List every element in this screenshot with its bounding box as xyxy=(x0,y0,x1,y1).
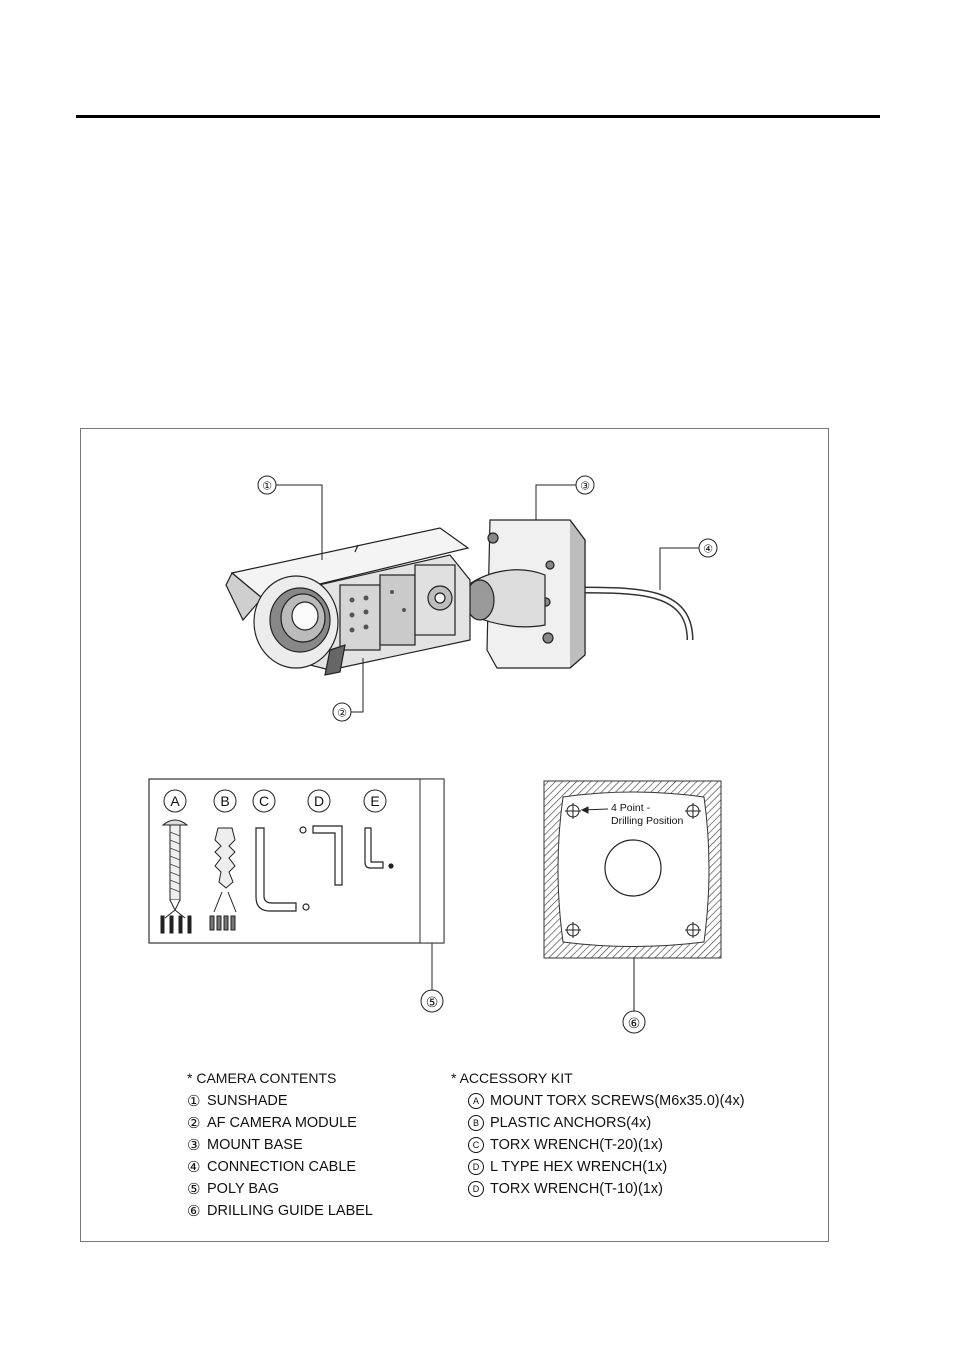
list-item: D L TYPE HEX WRENCH(1x) xyxy=(451,1156,745,1178)
callout-2: ② xyxy=(337,706,347,720)
list-item: ⑤ POLY BAG xyxy=(187,1180,279,1198)
camera-contents-list xyxy=(187,1067,373,1222)
kit-letter-e: E xyxy=(370,793,380,809)
callout-1: ① xyxy=(262,479,272,493)
list-item: ① SUNSHADE xyxy=(187,1092,288,1110)
list-item: D TORX WRENCH(T-10)(1x) xyxy=(451,1178,745,1200)
callout-3: ③ xyxy=(580,479,590,493)
kit-letter-b: B xyxy=(220,793,230,809)
callout-6: ⑥ xyxy=(627,1016,641,1032)
camera-drawing xyxy=(226,520,690,675)
list-item: B PLASTIC ANCHORS(4x) xyxy=(451,1112,745,1134)
accessory-kit-list xyxy=(451,1067,745,1200)
camera-contents-heading: * CAMERA CONTENTS xyxy=(187,1070,337,1086)
kit-letter-d: D xyxy=(313,793,325,809)
accessory-kit-drawing xyxy=(149,779,444,943)
drill-label-line2: Drilling Position xyxy=(611,815,684,827)
list-item: ③ MOUNT BASE xyxy=(187,1136,303,1154)
drill-label-line1: 4 Point - xyxy=(611,802,651,814)
list-item: ④ CONNECTION CABLE xyxy=(187,1158,357,1176)
kit-letter-c: C xyxy=(258,793,270,809)
list-item: A MOUNT TORX SCREWS(M6x35.0)(4x) xyxy=(451,1090,745,1112)
callout-4: ④ xyxy=(703,542,713,556)
list-item: ⑥ DRILLING GUIDE LABEL xyxy=(187,1202,373,1220)
accessory-kit-heading: * ACCESSORY KIT xyxy=(451,1070,573,1086)
list-item: ② AF CAMERA MODULE xyxy=(187,1114,357,1132)
callout-5: ⑤ xyxy=(425,995,439,1011)
kit-letter-a: A xyxy=(170,793,180,809)
list-item: C TORX WRENCH(T-20)(1x) xyxy=(451,1134,745,1156)
